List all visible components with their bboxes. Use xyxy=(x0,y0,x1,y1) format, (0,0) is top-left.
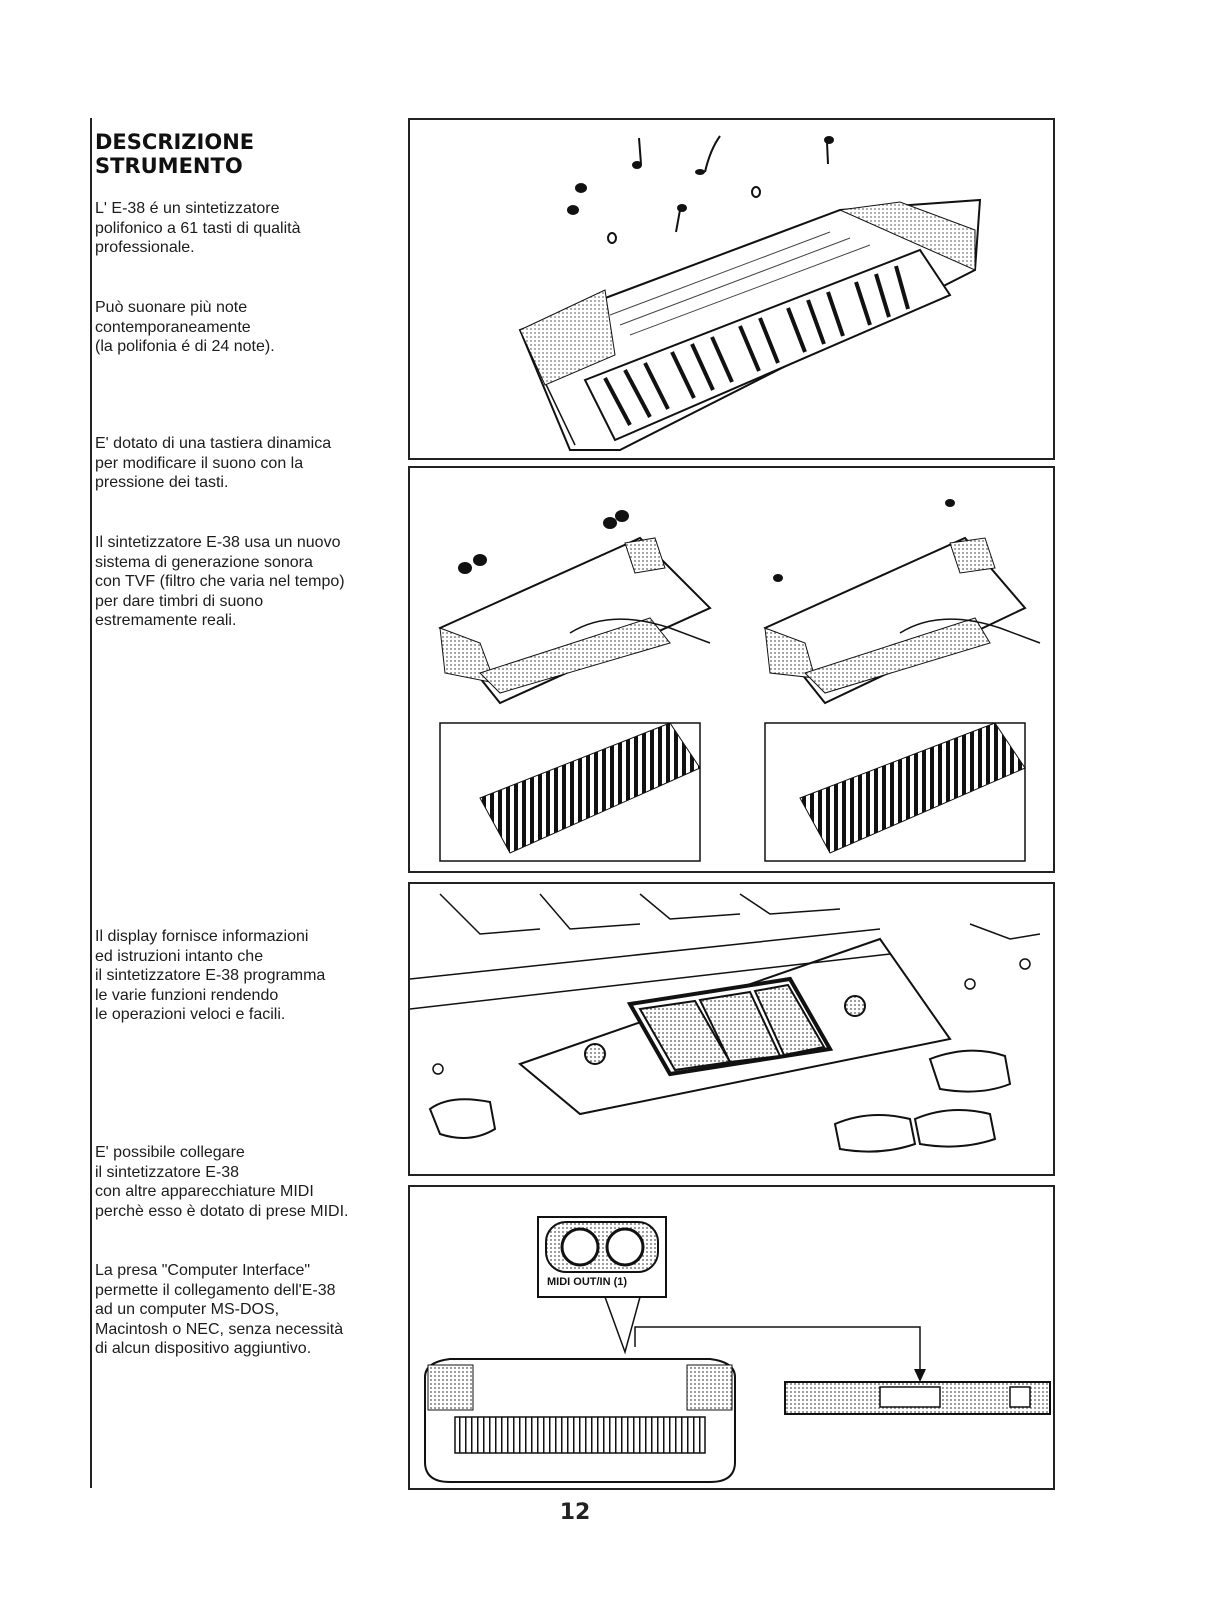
section-heading: DESCRIZIONE STRUMENTO xyxy=(95,130,255,178)
paragraph-dynamic-keyboard: E' dotato di una tastiera dinamica per modificare il suono con la pressione dei tasti. xyxy=(95,435,332,491)
page-number: 12 xyxy=(559,1500,591,1525)
paragraph-display: Il display fornisce informazioni ed istruzioni intanto che il sintetizzatore E-38 programma le varie funzioni rendendo le operazioni veloci e facili. xyxy=(95,928,326,1023)
paragraph-computer-interface: La presa "Computer Interface" permette il collegamento dell'E-38 ad un computer MS-DOS, Macintosh o NEC, senza necessità di alcun dispositivo aggiuntivo. xyxy=(95,1262,344,1357)
paragraph-intro: L' E-38 é un sintetizzatore polifonico a 61 tasti di qualità professionale. xyxy=(95,200,301,256)
paragraph-midi: E' possibile collegare il sintetizzatore E-38 con altre apparecchiature MIDI perchè esso è dotato di prese MIDI. xyxy=(95,1144,349,1220)
illustration-keyboard xyxy=(408,118,1055,460)
illustration-midi-connection xyxy=(408,1185,1055,1490)
illustration-display xyxy=(408,882,1055,1176)
illustration-dynamic-keys xyxy=(408,466,1055,873)
margin-rule xyxy=(90,118,92,1488)
paragraph-tvf: Il sintetizzatore E-38 usa un nuovo sistema di generazione sonora con TVF (filtro che varia nel tempo) per dare timbri di suono estremamente reali. xyxy=(95,534,345,629)
paragraph-polyphony: Può suonare più note contemporaneamente (la polifonia é di 24 note). xyxy=(95,299,275,355)
midi-port-label: MIDI OUT/IN (1) xyxy=(547,1276,628,1288)
